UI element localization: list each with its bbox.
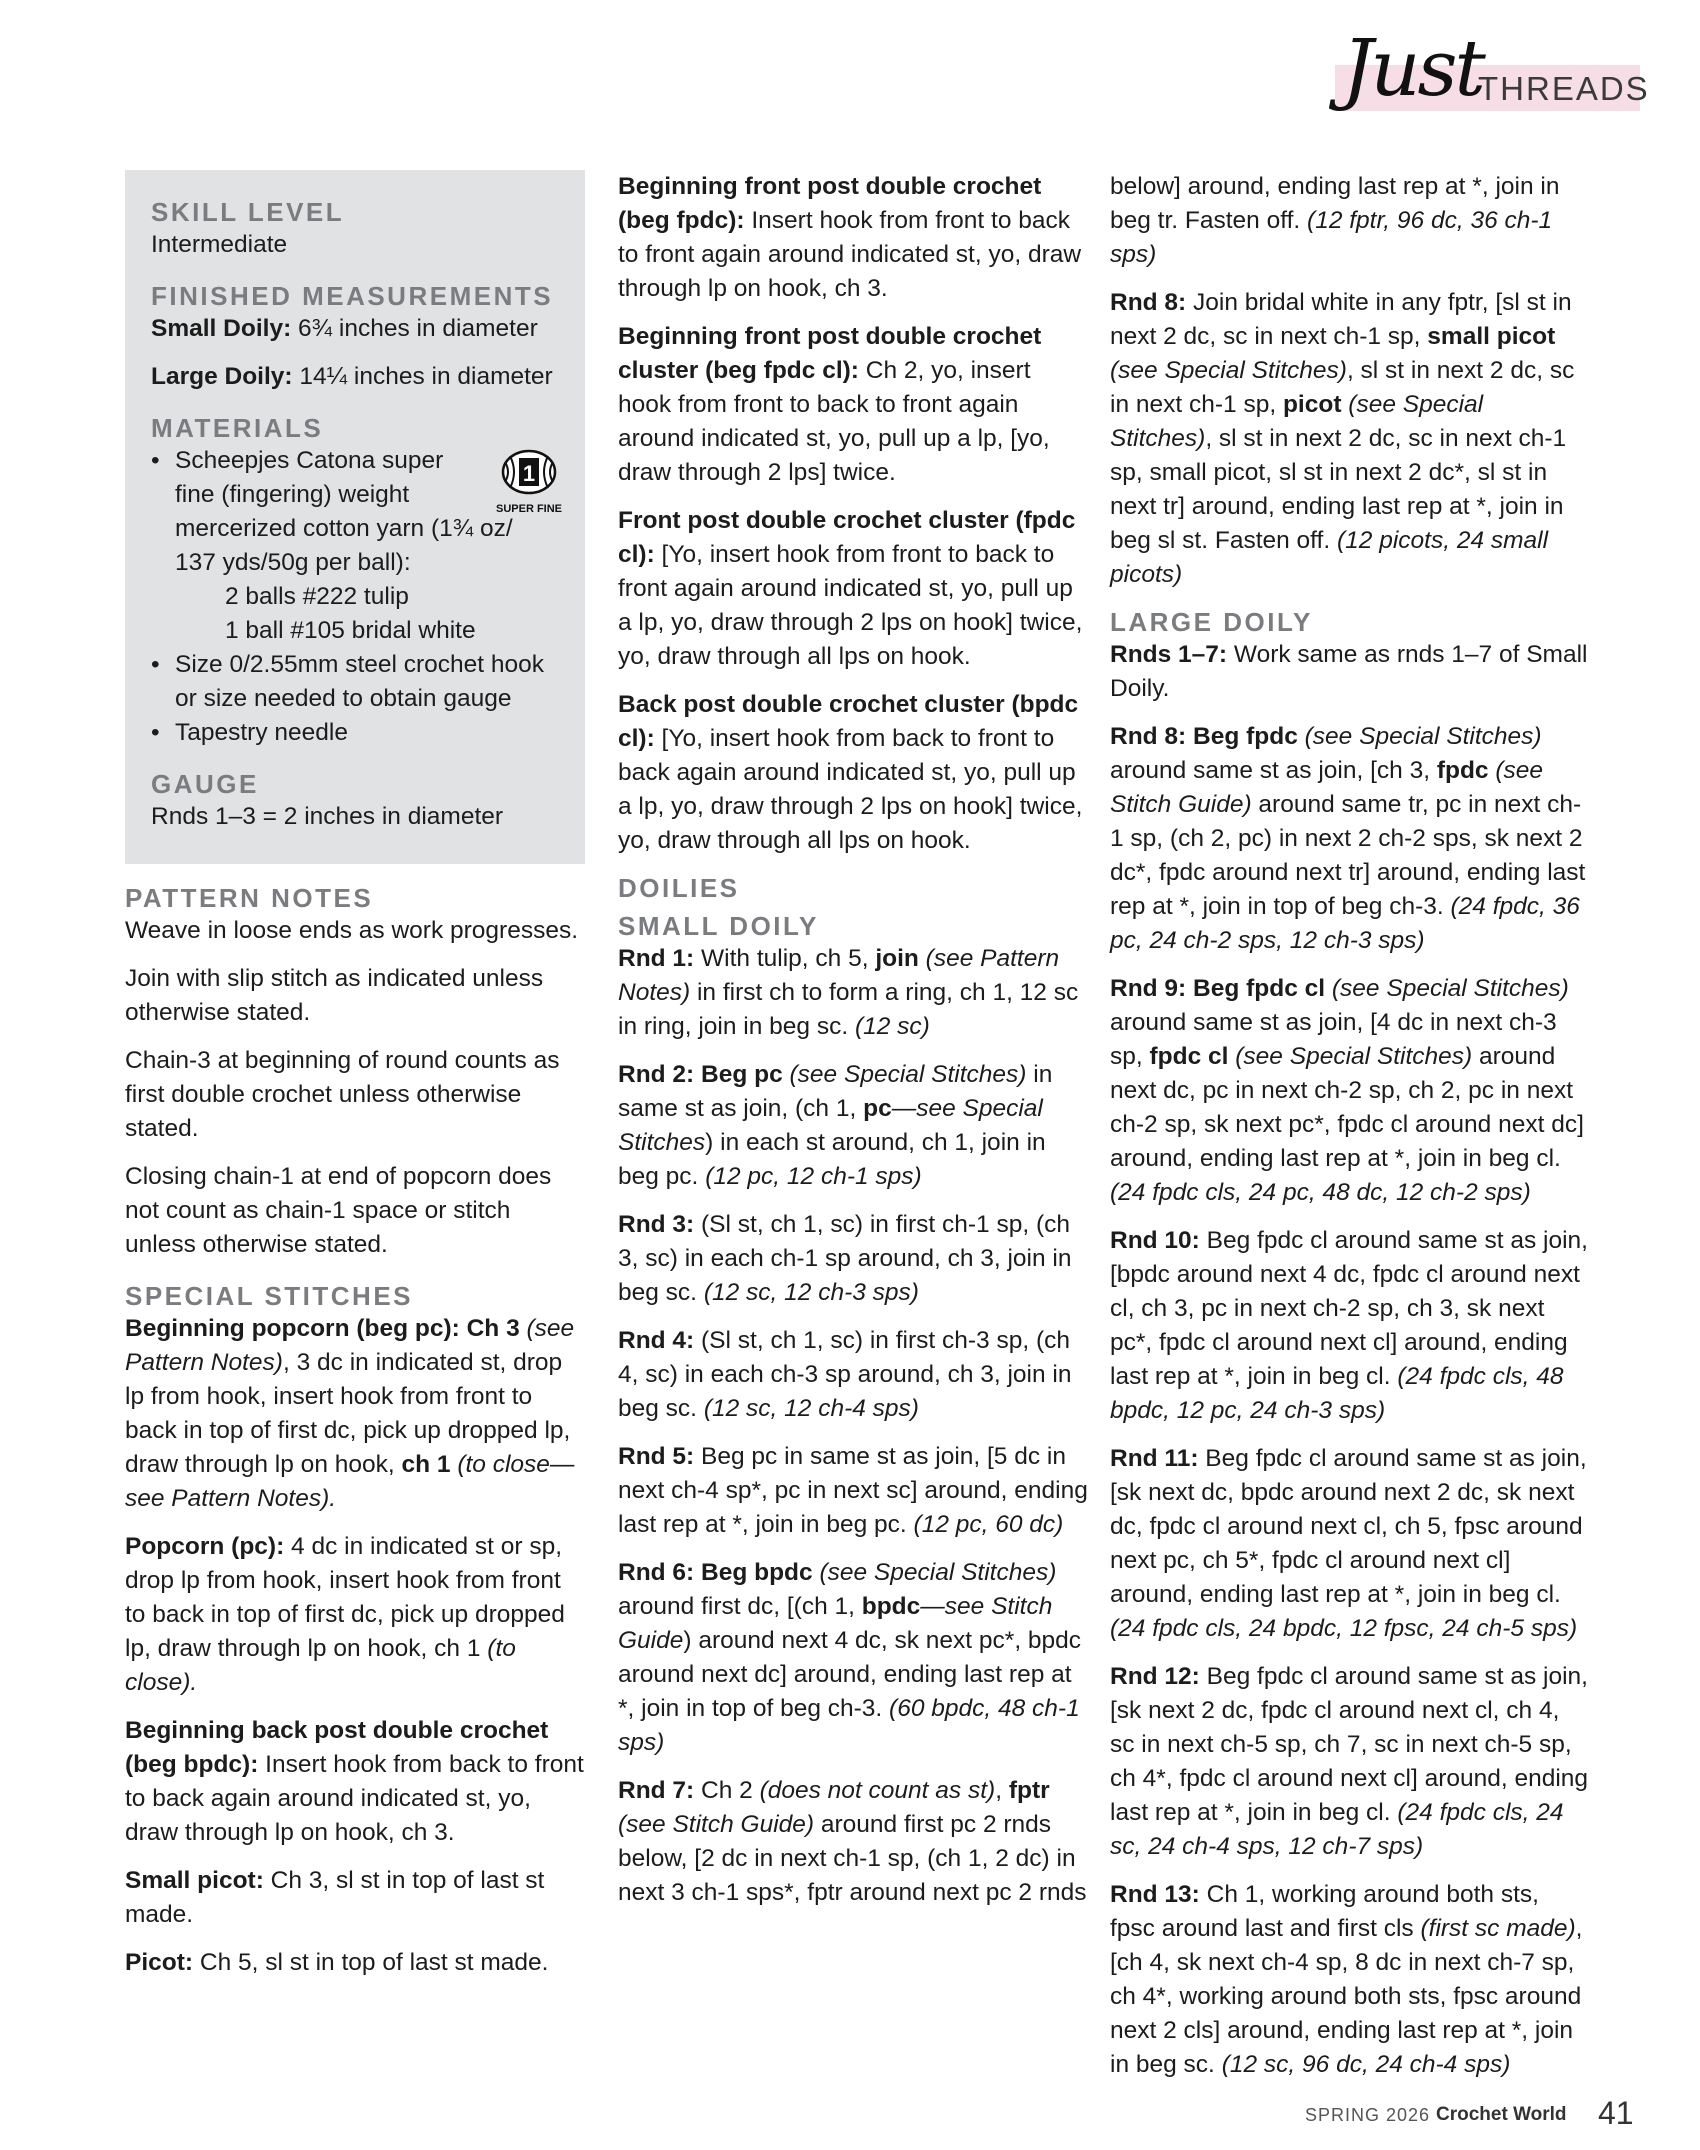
large-round-11: Rnd 11: Beg fpdc cl around same st as join, [sk next dc, bpdc around next 2 dc, sk next dc, fpdc cl around next cl, ch 5, fpsc around next pc, ch 5*, fpdc cl around next cl] around, ending last rep at *, join in beg cl. (24 fpdc cls, 24 bpdc, 12 fpsc, 24 ch-5 sps) (1110, 1445, 1587, 1642)
skill-level-heading: SKILL LEVEL (151, 197, 345, 227)
yarn-weight-number: 1 (522, 461, 536, 486)
bullet-icon: • (151, 447, 160, 474)
info-sidebar (125, 170, 585, 864)
round-8: Rnd 8: Join bridal white in any fptr, [sl st in next 2 dc, sc in next ch-1 sp, small picot (see Special Stitches), sl st in next 2 dc, sc in next ch-1 sp, picot (see Special Stitches), sl st in next 2 dc, sc in next ch-1 sp, small picot, sl st in next 2 dc*, sl st in next tr] around, ending last rep at *, join in beg sl st. Fasten off. (12 picots, 24 small picots) (1110, 289, 1575, 588)
stitch-bpdc-cl: Back post double crochet cluster (bpdc cl): [Yo, insert hook from back to front to back again around indicated st, yo, pull up a lp, yo, draw through 2 lps on hook] twice, yo, draw through all lps on hook. (618, 691, 1083, 854)
materials-list (151, 444, 565, 750)
stitch-beg-fpdc-cl: Beginning front post double crochet cluster (beg fpdc cl): Ch 2, yo, insert hook from front to back to front again around indicated st, yo, pull up a lp, [yo, draw through 2 lps] twice. (618, 323, 1050, 486)
pattern-note: Join with slip stitch as indicated unless otherwise stated. (125, 965, 544, 1026)
page-footer (0, 2097, 1700, 2137)
skill-level-value: Intermediate (151, 231, 288, 258)
column-1 (125, 170, 585, 1994)
large-round-13: Rnd 13: Ch 1, working around both sts, fpsc around last and first cls (first sc made), [ch 4, sk next ch-4 sp, 8 dc in next ch-7 sp, ch 4*, working around both sts, fpsc around next 2 cls] around, ending last rep at *, join in beg sc. (12 sc, 96 dc, 24 ch-4 sps) (1110, 1881, 1583, 2078)
pattern-note: Closing chain-1 at end of popcorn does not count as chain-1 space or stitch unless otherwise stated. (125, 1163, 552, 1258)
brand-word-threads: THREADS (1478, 70, 1650, 107)
round-2: Rnd 2: Beg pc (see Special Stitches) in same st as join, (ch 1, pc—see Special Stitches) in each st around, ch 1, join in beg pc. (12 pc, 12 ch-1 sps) (618, 1061, 1053, 1190)
round-7-continued: below] around, ending last rep at *, join in beg tr. Fasten off. (12 fptr, 96 dc, 36 ch-1 sps) (1110, 173, 1560, 268)
pattern-note: Weave in loose ends as work progresses. (125, 917, 579, 944)
stitch-beg-popcorn: Beginning popcorn (beg pc): Ch 3 (see Pattern Notes), 3 dc in indicated st, drop lp from hook, insert hook from front to back in top of first dc, pick up dropped lp, draw through lp on hook, ch 1 (to close—see Pattern Notes). (125, 1315, 575, 1512)
large-doily-heading: LARGE DOILY (1110, 607, 1313, 637)
footer-magazine: Crochet World (1436, 2104, 1567, 2125)
column-3 (1110, 170, 1590, 2096)
footer-season: SPRING 2026 (1305, 2105, 1431, 2125)
pattern-note: Chain-3 at beginning of round counts as first double crochet unless otherwise stated. (125, 1047, 560, 1142)
gauge-value: Rnds 1–3 = 2 inches in diameter (151, 803, 504, 830)
doilies-heading: DOILIES (618, 873, 740, 903)
brand-script-just: Just (1342, 24, 1483, 114)
round-1: Rnd 1: With tulip, ch 5, join (see Pattern Notes) in first ch to form a ring, ch 1, 12 sc in ring, join in beg sc. (12 sc) (618, 945, 1079, 1040)
column-2 (618, 170, 1088, 1924)
gauge-heading: GAUGE (151, 769, 259, 799)
yarn-weight-super-fine-icon (491, 448, 567, 518)
large-doily-measurement: Large Doily: 14¼ inches in diameter (151, 363, 553, 390)
large-round-12: Rnd 12: Beg fpdc cl around same st as join, [sk next 2 dc, fpdc cl around next cl, ch 4, sc in next ch-5 sp, ch 7, sc in next ch-5 sp, ch 4*, fpdc cl around next cl] around, ending last rep at *, join in beg cl. (24 fpdc cls, 24 sc, 24 ch-4 sps, 12 ch-7 sps) (1110, 1663, 1589, 1860)
stitch-popcorn: Popcorn (pc): 4 dc in indicated st or sp, drop lp from hook, insert hook from front to back in top of first dc, pick up dropped lp, draw through lp on hook, ch 1 (to close). (125, 1533, 565, 1696)
bullet-icon: • (151, 651, 160, 678)
stitch-beg-fpdc: Beginning front post double crochet (beg fpdc): Insert hook from front to back to front again around indicated st, yo, draw through lp on hook, ch 3. (618, 173, 1082, 302)
yarn-weight-label: SUPER FINE (495, 503, 563, 515)
small-doily-heading: SMALL DOILY (618, 911, 819, 941)
round-6: Rnd 6: Beg bpdc (see Special Stitches) around first dc, [(ch 1, bpdc—see Stitch Guide) around next 4 dc, sk next pc*, bpdc around next dc] around, ending last rep at *, join in top of beg ch-3. (60 bpdc, 48 ch-1 sps) (618, 1559, 1082, 1756)
special-stitches-heading: SPECIAL STITCHES (125, 1281, 414, 1311)
round-3: Rnd 3: (Sl st, ch 1, sc) in first ch-1 sp, (ch 3, sc) in each ch-1 sp around, ch 3, join in beg sc. (12 sc, 12 ch-3 sps) (618, 1211, 1072, 1306)
large-round-10: Rnd 10: Beg fpdc cl around same st as join, [bpdc around next 4 dc, fpdc cl around next cl, ch 3, pc in next ch-2 sp, ch 3, sk next pc*, fpdc cl around next cl] around, ending last rep at *, join in beg cl. (24 fpdc cls, 48 bpdc, 12 pc, 24 ch-3 sps) (1110, 1227, 1588, 1424)
large-rounds-1-7: Rnds 1–7: Work same as rnds 1–7 of Small Doily. (1110, 641, 1588, 702)
materials-heading: MATERIALS (151, 413, 324, 443)
large-round-8: Rnd 8: Beg fpdc (see Special Stitches) around same st as join, [ch 3, fpdc (see Stitch Guide) around same tr, pc in next ch-1 sp, (ch 2, pc) in next 2 ch-2 sps, sk next 2 dc*, fpdc around next tr] around, ending last rep at *, join in top of beg ch-3. (24 fpdc, 36 pc, 24 ch-2 sps, 12 ch-3 sps) (1110, 723, 1586, 954)
bullet-icon: • (151, 719, 160, 746)
finished-measurements-heading: FINISHED MEASUREMENTS (151, 281, 554, 311)
round-5: Rnd 5: Beg pc in same st as join, [5 dc in next ch-4 sp*, pc in next sc] around, ending last rep at *, join in beg pc. (12 pc, 60 dc) (618, 1443, 1088, 1538)
materials-item-hook: • Size 0/2.55mm steel crochet hook or size needed to obtain gauge (151, 648, 565, 716)
materials-item-yarn: • Scheepjes Catona super fine (fingering) weight mercerized cotton yarn (1¾ oz/ 137 yds/50g per ball): 2 balls #222 tulip 1 ball #105 bridal white 1 SUPER FINE (151, 444, 565, 648)
stitch-small-picot: Small picot: Ch 3, sl st in top of last st made. (125, 1867, 545, 1928)
materials-item-needle: • Tapestry needle (151, 716, 565, 750)
round-4: Rnd 4: (Sl st, ch 1, sc) in first ch-3 sp, (ch 4, sc) in each ch-3 sp around, ch 3, join in beg sc. (12 sc, 12 ch-4 sps) (618, 1327, 1072, 1422)
large-round-9: Rnd 9: Beg fpdc cl (see Special Stitches) around same st as join, [4 dc in next ch-3 sp, fpdc cl (see Special Stitches) around next dc, pc in next ch-2 sp, ch 2, pc in next ch-2 sp, sk next pc*, fpdc cl around next dc] around, ending last rep at *, join in beg cl. (24 fpdc cls, 24 pc, 48 dc, 12 ch-2 sps) (1110, 975, 1584, 1206)
small-doily-measurement: Small Doily: 6¾ inches in diameter (151, 315, 538, 342)
round-7: Rnd 7: Ch 2 (does not count as st), fptr (see Stitch Guide) around first pc 2 rnds below, [2 dc in next ch-1 sp, (ch 1, 2 dc) in next 3 ch-1 sps*, fptr around next pc 2 rnds (618, 1777, 1087, 1906)
stitch-fpdc-cl: Front post double crochet cluster (fpdc cl): [Yo, insert hook from front to back to front again around indicated st, yo, pull up a lp, yo, draw through 2 lps on hook] twice, yo, draw through all lps on hook. (618, 507, 1083, 670)
page-number: 41 (1598, 2095, 1634, 2131)
stitch-picot: Picot: Ch 5, sl st in top of last st made. (125, 1949, 549, 1976)
stitch-beg-bpdc: Beginning back post double crochet (beg bpdc): Insert hook from back to front to back again around indicated st, yo, draw through lp on hook, ch 3. (125, 1717, 584, 1846)
pattern-notes-heading: PATTERN NOTES (125, 883, 374, 913)
